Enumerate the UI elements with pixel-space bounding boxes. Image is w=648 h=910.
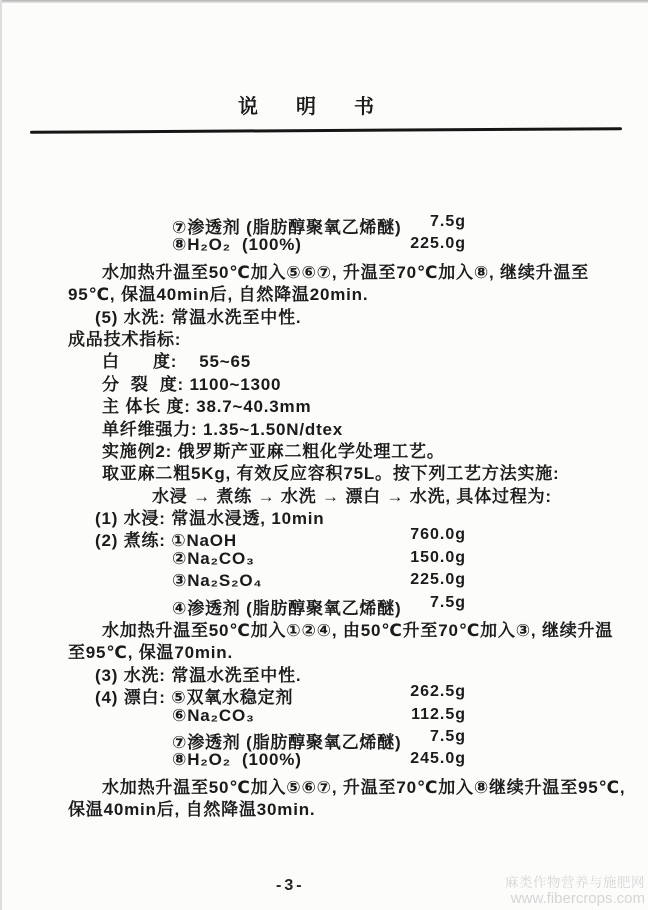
amount-value: 7.5g <box>429 213 466 230</box>
document-body <box>68 213 626 820</box>
amount-value: 760.0g <box>410 526 466 544</box>
text-line: ⑥Na₂CO₃ 112.5g <box>68 706 590 728</box>
text-line: 成品技术指标: <box>68 329 182 349</box>
text-line: ⑧H₂O₂ (100%) 225.0g <box>68 235 590 257</box>
text-line: (4) 漂白: ⑤双氧水稳定剂 262.5g <box>68 683 590 705</box>
text-line: ④渗透剂 (脂肪醇聚氧乙烯醚) 7.5g <box>68 594 590 616</box>
text-line: (2) 煮练: ①NaOH 760.0g <box>68 526 590 548</box>
text-line: ⑧H₂O₂ (100%) 245.0g <box>68 750 590 772</box>
text-line: (1) 水浸: 常温水浸透, 10min <box>95 509 325 529</box>
page-number: -3- <box>276 877 305 894</box>
text-line: 实施例2: 俄罗斯产亚麻二粗化学处理工艺。 <box>102 441 445 461</box>
watermark-site-name: 麻类作物营养与施肥网 <box>505 875 645 890</box>
text-line: ②Na₂CO₃ 150.0g <box>68 549 590 571</box>
amount-value: 112.5g <box>411 705 466 723</box>
text-line: (3) 水洗: 常温水洗至中性. <box>95 665 302 685</box>
text-line: (5) 水洗: 常温水洗至中性. <box>95 307 302 327</box>
text-line: 单纤维强力: 1.35~1.50N/dtex <box>102 419 344 439</box>
page-top-edge <box>0 0 648 3</box>
amount-value: 7.5g <box>429 593 466 611</box>
amount-value: 225.0g <box>410 571 466 589</box>
text-line: ⑦渗透剂 (脂肪醇聚氧乙烯醚) 7.5g <box>68 728 590 750</box>
amount-value: 245.0g <box>410 750 466 768</box>
text-line: 主 体长 度: 38.7~40.3mm <box>102 397 312 417</box>
text-line: ③Na₂S₂O₄ 225.0g <box>68 571 590 593</box>
text-line: 分 裂 度: 1100~1300 <box>102 374 282 394</box>
text-line: 白 度: 55~65 <box>102 352 252 372</box>
text-line: 至95℃, 保温70min. <box>68 643 233 663</box>
text-line: 取亚麻二粗5Kg, 有效反应容积75L。按下列工艺方法实施: <box>102 464 560 484</box>
watermark <box>505 875 645 907</box>
amount-value: 262.5g <box>410 683 466 701</box>
text-line: 95℃, 保温40min后, 自然降温20min. <box>68 285 369 305</box>
text-line: 保温40min后, 自然降温30min. <box>68 800 316 820</box>
amount-value: 150.0g <box>410 548 466 566</box>
amount-value: 7.5g <box>429 727 466 745</box>
text-line: 水加热升温至50℃加入⑤⑥⑦, 升温至70℃加入⑧继续升温至95℃, <box>102 777 626 797</box>
header-divider <box>30 127 622 134</box>
page-left-edge <box>0 0 2 910</box>
text-line: ⑦渗透剂 (脂肪醇聚氧乙烯醚) 7.5g <box>68 213 590 235</box>
watermark-site-url: www.fibercrops.com <box>510 890 645 907</box>
text-line: 水加热升温至50℃加入⑤⑥⑦, 升温至70℃加入⑧, 继续升温至 <box>102 262 590 282</box>
amount-value: 225.0g <box>410 235 466 253</box>
page-title: 说明书 <box>238 96 412 118</box>
text-line: 水浸 → 煮练 → 水洗 → 漂白 → 水洗, 具体过程为: <box>152 486 552 506</box>
text-line: 水加热升温至50℃加入①②④, 由50℃升至70℃加入③, 继续升温 <box>102 621 614 641</box>
